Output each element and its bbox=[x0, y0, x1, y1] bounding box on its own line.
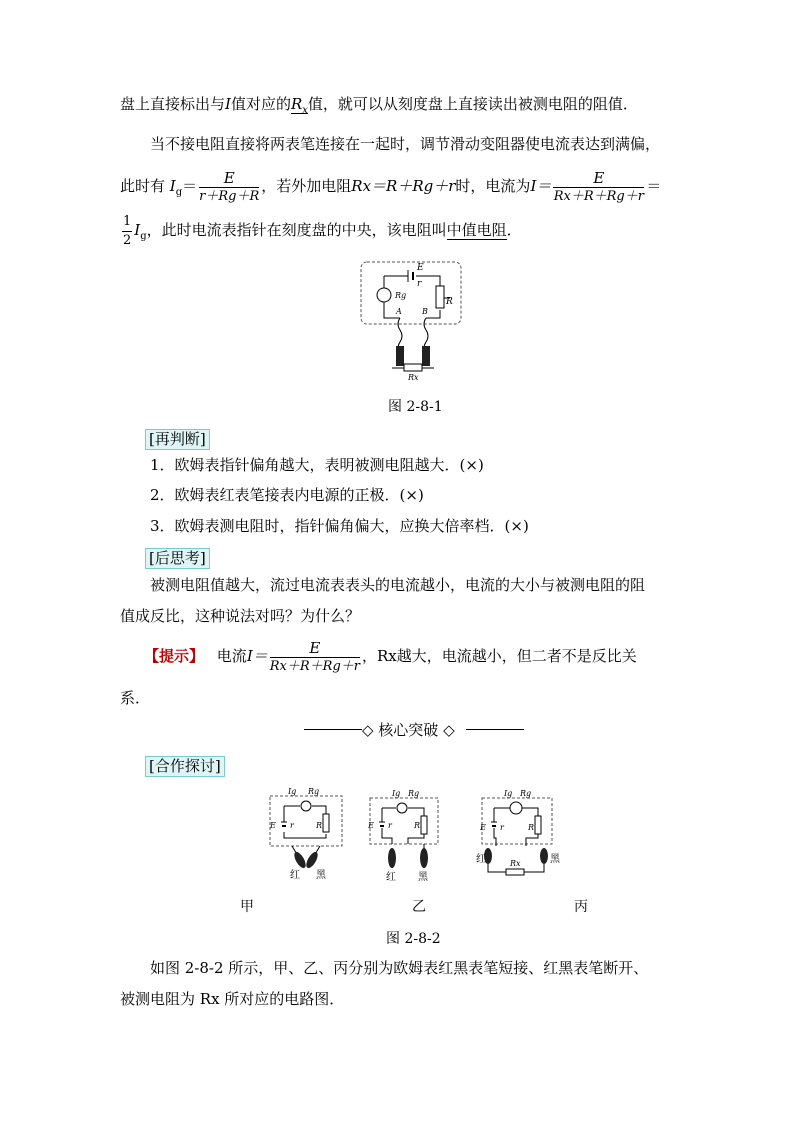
hint-label: 【提示】 bbox=[144, 647, 205, 665]
para-1: 盘上直接标出与I值对应的$R_x$值，就可以从刻度盘上直接读出被测电阻的阻值． bbox=[120, 95, 638, 116]
tag-rejudge: [再判断] bbox=[145, 429, 210, 450]
svg-text:黑: 黑 bbox=[550, 854, 560, 865]
final-line-2: 被测电阻为 Rx 所对应的电路图． bbox=[120, 990, 345, 1008]
hint-fraction: $\frac{E}{Rx+R+Rg+r}$ bbox=[269, 638, 360, 674]
final-line-1: 如图 2-8-2 所示，甲、乙、丙分别为欧姆表红黑表笔短接、红黑表笔断开、 bbox=[150, 959, 649, 977]
tag-coop: [合作探讨] bbox=[145, 756, 225, 777]
hint-line-1: 【提示】 电流I＝ $\frac{E}{Rx+R+Rg+r}$ ，Rx越大，电流越小，但二者不是反比关 bbox=[144, 638, 637, 674]
divider-left bbox=[304, 729, 362, 730]
figure-2-8-1 bbox=[356, 258, 468, 384]
svg-text:r: r bbox=[388, 821, 392, 830]
svg-text:r: r bbox=[500, 823, 504, 832]
judge-item-3: 3．欧姆表测电阻时，指针偏角偏大，应换大倍率档．(×) bbox=[150, 517, 529, 535]
para-2-line-3: $\frac{1}{2}$ $I_g$，此时电流表指针在刻度盘的中央，该电阻叫中值电阻． bbox=[123, 213, 522, 248]
fraction-half: $\frac{1}{2}$ bbox=[123, 213, 132, 248]
fig1-label-rg: Rg bbox=[395, 291, 407, 300]
figure-2-8-1-caption: 图 2-8-1 bbox=[388, 399, 443, 415]
circuit-yi bbox=[364, 784, 444, 884]
term-mid-resistance: 中值电阻 bbox=[446, 221, 507, 239]
label-bing: 丙 bbox=[574, 899, 588, 915]
svg-text:黑: 黑 bbox=[418, 872, 428, 883]
svg-text:红: 红 bbox=[476, 854, 486, 865]
svg-text:Rg: Rg bbox=[520, 789, 532, 798]
fig1-label-r: r bbox=[417, 279, 422, 289]
judge-item-1: 1．欧姆表指针偏角越大，表明被测电阻越大．(×) bbox=[150, 456, 484, 474]
svg-text:红: 红 bbox=[290, 870, 300, 881]
divider-right bbox=[466, 729, 524, 730]
core-title: ◇ 核心突破 ◇ bbox=[362, 721, 455, 739]
svg-text:黑: 黑 bbox=[316, 870, 326, 881]
circuit-bing bbox=[474, 784, 564, 884]
fig1-label-e: E bbox=[417, 263, 424, 273]
fig1-label-rx: Rx bbox=[408, 373, 419, 382]
tag-afterthink: [后思考] bbox=[145, 548, 210, 569]
circuit-jia bbox=[262, 782, 352, 882]
para-2-line-2: 此时有 $I_g=$ $\frac{E}{r+Rg+R}$ ，若外加电阻Rx＝R＋Rg＋r时，电流为I＝ $\frac{E}{Rx+R+Rg+r}$ ＝ bbox=[120, 168, 662, 204]
think-line-1: 被测电阻值越大，流过电流表表头的电流越小，电流的大小与被测电阻的阻 bbox=[150, 576, 646, 594]
svg-text:E: E bbox=[368, 821, 374, 830]
para-2-line-1: 当不接电阻直接将两表笔连接在一起时，调节滑动变阻器使电流表达到满偏， bbox=[150, 135, 661, 153]
svg-text:R: R bbox=[316, 821, 323, 830]
svg-text:Ig: Ig bbox=[504, 789, 513, 798]
hint-line-2: 系． bbox=[120, 689, 151, 707]
judge-item-2: 2．欧姆表红表笔接表内电源的正极．(×) bbox=[150, 486, 424, 504]
svg-text:E: E bbox=[480, 823, 486, 832]
label-yi: 乙 bbox=[412, 899, 426, 915]
fraction-ig: $\frac{E}{r+Rg+R}$ bbox=[199, 168, 260, 204]
fraction-i: $\frac{E}{Rx+R+Rg+r}$ bbox=[553, 168, 644, 204]
svg-text:红: 红 bbox=[386, 872, 396, 883]
think-line-2: 值成反比，这种说法对吗？为什么？ bbox=[120, 607, 361, 625]
svg-text:Rx: Rx bbox=[510, 859, 521, 868]
svg-text:Ig: Ig bbox=[392, 789, 401, 798]
svg-text:Rg: Rg bbox=[408, 789, 420, 798]
svg-text:E: E bbox=[270, 821, 276, 830]
svg-text:R: R bbox=[528, 823, 535, 832]
svg-text:R: R bbox=[414, 821, 421, 830]
label-jia: 甲 bbox=[240, 899, 254, 915]
svg-text:Rg: Rg bbox=[308, 787, 320, 796]
fig1-label-b: B bbox=[422, 307, 428, 316]
fig1-label-a: A bbox=[396, 307, 402, 316]
svg-text:Ig: Ig bbox=[288, 787, 297, 796]
figure-2-8-2-caption: 图 2-8-2 bbox=[386, 931, 441, 947]
svg-text:r: r bbox=[290, 821, 294, 830]
fig1-label-big-r: R bbox=[446, 297, 453, 307]
